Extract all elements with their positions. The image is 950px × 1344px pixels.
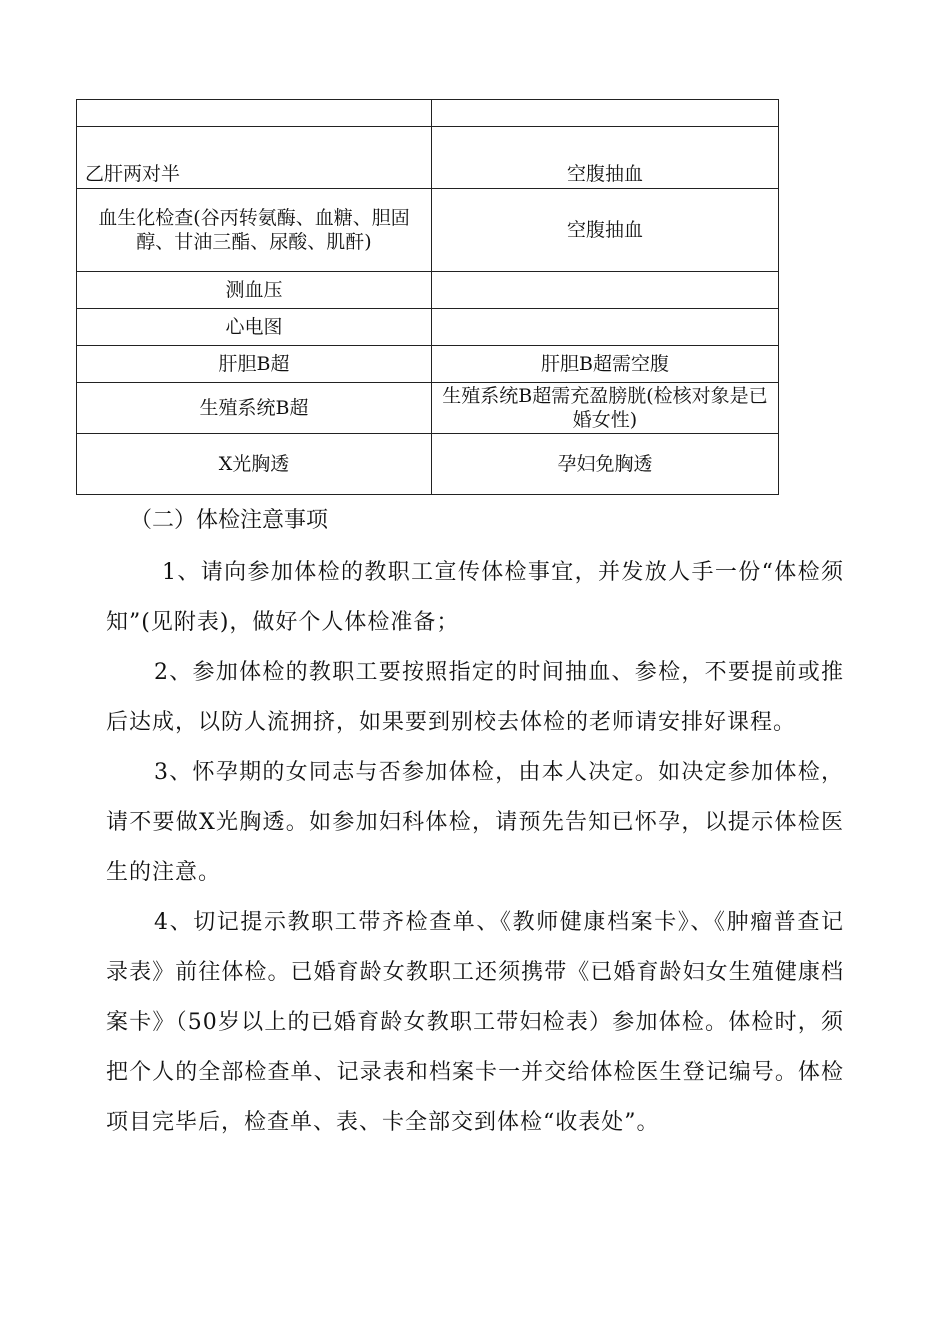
table-cell-note: 肝胆B超需空腹 <box>432 346 779 383</box>
table-cell-item: 生殖系统B超 <box>77 383 432 434</box>
note-paragraph: 3、怀孕期的女同志与否参加体检，由本人决定。如决定参加体检，请不要做X光胸透。如参加妇科体检，请预先告知已怀孕，以提示体检医生的注意。 <box>106 760 844 885</box>
table-cell-item: 血生化检查(谷丙转氨酶、血糖、胆固醇、甘油三酯、尿酸、肌酐) <box>77 189 432 272</box>
table-row <box>77 189 779 272</box>
table-cell-item: 测血压 <box>77 272 432 309</box>
table-row <box>77 346 779 383</box>
table-cell-note: 空腹抽血 <box>432 127 779 189</box>
table-cell-item: 乙肝两对半 <box>77 127 432 189</box>
table-row <box>77 309 779 346</box>
table-cell-note: 生殖系统B超需充盈膀胱(检核对象是已婚女性) <box>432 383 779 434</box>
table-row <box>77 100 779 127</box>
table-cell-item: 肝胆B超 <box>77 346 432 383</box>
table-cell-item: X光胸透 <box>77 434 432 495</box>
note-paragraph: 2、参加体检的教职工要按照指定的时间抽血、参检，不要提前或推后达成，以防人流拥挤，如果要到别校去体检的老师请安排好课程。 <box>106 660 844 735</box>
table-cell-note <box>432 272 779 309</box>
table-cell-item: 心电图 <box>77 309 432 346</box>
table-cell-note: 孕妇免胸透 <box>432 434 779 495</box>
table-row <box>77 272 779 309</box>
note-paragraph: 4、切记提示教职工带齐检查单、《教师健康档案卡》、《肿瘤普查记录表》前往体检。已婚育龄女教职工还须携带《已婚育龄妇女生殖健康档案卡》（50岁以上的已婚育龄女教职工带妇检表）参加体检。体检时，须把个人的全部检查单、记录表和档案卡一并交给体检医生登记编号。体检项目完毕后，检查单、表、卡全部交到体检“收表处”。 <box>106 910 844 1135</box>
table-row <box>77 434 779 495</box>
table-cell-note: 空腹抽血 <box>432 189 779 272</box>
table-cell-note <box>432 309 779 346</box>
note-paragraph: 1、请向参加体检的教职工宣传体检事宜，并发放人手一份“体检须知”(见附表)，做好个人体检准备； <box>106 560 844 635</box>
section-heading: （二）体检注意事项 <box>130 508 329 533</box>
table-cell-note <box>432 100 779 127</box>
table-cell-item <box>77 100 432 127</box>
table-row <box>77 383 779 434</box>
table-row <box>77 127 779 189</box>
exam-items-table <box>76 99 779 495</box>
notes-body <box>106 548 844 1148</box>
